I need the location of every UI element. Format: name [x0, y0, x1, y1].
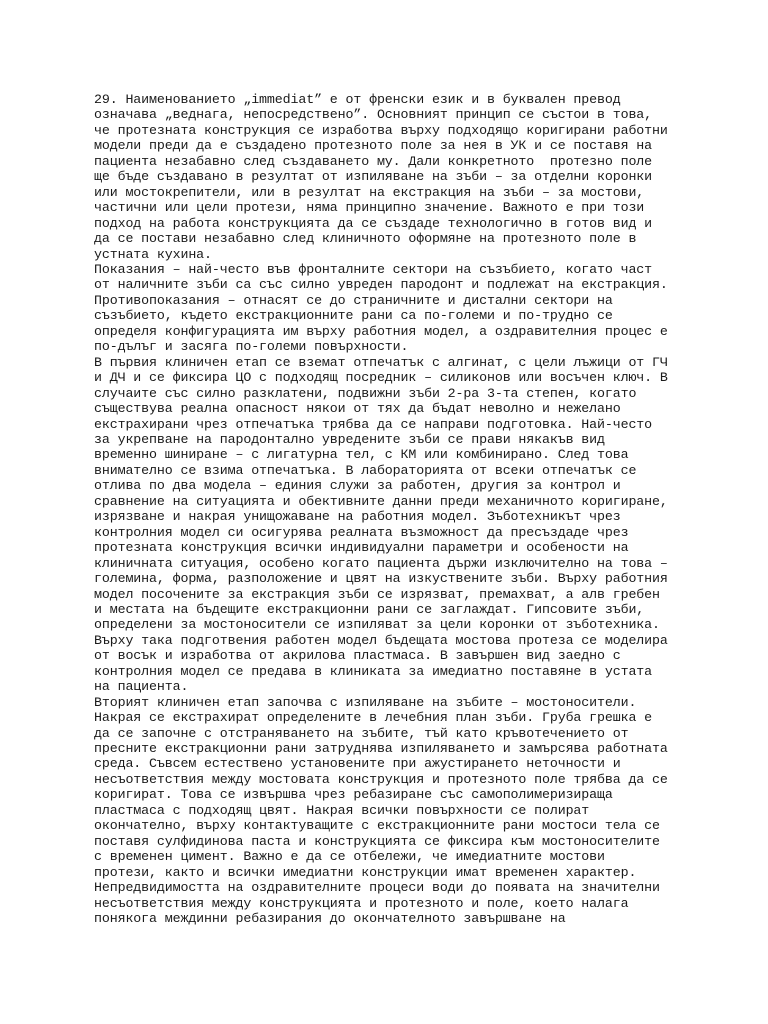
text-line: че протезната конструкция се изработва върху подходящо коригирани работни [94, 122, 668, 138]
text-line: пластмаса с подходящ цвят. Накрая всички повърхности се полират [94, 802, 590, 818]
text-line: от восък и изработва от акрилова пластмаса. В завършен вид заедно с [94, 648, 621, 664]
text-line: случаите със силно разклатени, подвижни зъби 2-ра 3-та степен, когато [94, 385, 637, 401]
text-line: подход на работа конструкцията да се създаде технологично в готов вид и [94, 215, 653, 231]
text-line: Непредвидимостта на оздравителните процеси води до появата на значителни [94, 880, 660, 896]
text-line: или мостокрепители, или в резултат на екстракция на зъби – за мостови, [94, 184, 645, 200]
text-line: означава „веднага, непосредствено”. Основният принцип се състои в това, [94, 107, 653, 123]
text-line: ще бъде създавано в резултат от изпиляване на зъби – за отделни коронки [94, 169, 653, 185]
text-line: протези, както и всички имедиатни конструкции имат временен характер. [94, 864, 637, 880]
text-line: отлива по два модела – единия служи за работен, другия за контрол и [94, 478, 621, 494]
text-line: контролния модел се предава в клиниката за имедиатно поставяне в устата [94, 663, 653, 679]
text-line: съзъбието, където екстракционните рани са по-големи и по-трудно се [94, 308, 613, 324]
text-line: поставя сулфидинова паста и конструкцията се фиксира към мостоносителите [94, 833, 660, 849]
text-line: модели преди да е създадено протезното поле за нея в УК и се поставя на [94, 138, 653, 154]
text-line: на пациента. [94, 679, 189, 695]
text-line: и ДЧ и се фиксира ЦО с подходящ посредник – силиконов или восъчен ключ. В [94, 370, 668, 386]
text-line: и местата на бъдещите екстракционни рани се заглаждат. Гипсовите зъби, [94, 601, 645, 617]
text-line: екстрахирани чрез отпечатъка трябва да се направи подготовка. Най-често [94, 416, 653, 432]
text-line: Накрая се екстрахират определените в лечебния план зъби. Груба грешка е [94, 710, 653, 726]
text-line: пациента незабавно след създаването му. Дали конкретното протезно поле [94, 153, 653, 169]
text-line: клиничната ситуация, особено когато пациента държи изключително на това – [94, 555, 668, 571]
document-page [94, 92, 694, 926]
text-line: временно шиниране – с лигатурна тел, с КМ или комбинирано. След това [94, 447, 629, 463]
text-line: модел посочените за екстракция зъби се изрязват, премахват, а алв гребен [94, 586, 660, 602]
text-line: коригират. Това се извършва чрез ребазиране със самополимеризираща [94, 787, 613, 803]
text-line: понякога междинни ребазирания до окончателното завършване на [94, 911, 566, 927]
text-line: сравнение на ситуацията и обективните данни преди механичното коригиране, [94, 493, 668, 509]
text-line: В първия клиничен етап се вземат отпечатък с алгинат, с цели лъжици от ГЧ [94, 354, 668, 370]
text-line: изрязване и накрая унищожаване на работния модел. Зъботехникът чрез [94, 509, 621, 525]
text-line: по-дълъг и засяга по-големи повърхности. [94, 339, 409, 355]
text-line: Върху така подготвения работен модел бъдещата мостова протеза се моделира [94, 632, 668, 648]
text-line: частични или цели протези, няма принципно значение. Важното е при този [94, 200, 645, 216]
text-line: Вторият клиничен етап започва с изпиляване на зъбите – мостоносители. [94, 694, 637, 710]
text-line: определя конфигурацията им върху работния модел, а оздравителния процес е [94, 323, 668, 339]
text-line: контролния модел си осигурява реалната възможност да пресъздаде чрез [94, 524, 629, 540]
text-line: от наличните зъби са със силно увреден пародонт и подлежат на екстракция. [94, 277, 668, 293]
text-line: Противопоказания – отнасят се до страничните и дистални сектори на [94, 292, 613, 308]
text-line: с временен цимент. Важно е да се отбележи, че имедиатните мостови [94, 849, 605, 865]
text-line: несъответствия между мостовата конструкция и протезното поле трябва да се [94, 771, 668, 787]
text-line: несъответствия между конструкцията и протезното и поле, което налага [94, 895, 629, 911]
text-line: протезната конструкция всички индивидуални параметри и особености на [94, 540, 629, 556]
text-line: 29. Наименованието „immediat” е от френски език и в буквален превод [94, 92, 621, 107]
text-line: среда. Съвсем естествено установените при ажустирането неточности и [94, 756, 621, 772]
text-line: за укрепване на пародонтално увредените зъби се прави някакъв вид [94, 431, 605, 447]
text-line: да се постави незабавно след клиничното оформяне на протезното поле в [94, 231, 637, 247]
text-line: пресните екстракционни рани затруднява изпиляването и замърсява работната [94, 741, 668, 757]
text-line: Показания – най-често във фронталните сектори на съзъбието, когато част [94, 261, 653, 277]
text-line: да се започне с отстраняването на зъбите, тъй като кръвотечението от [94, 725, 629, 741]
text-line: съществува реална опасност някои от тях да бъдат неволно и нежелано [94, 401, 621, 417]
text-line: окончателно, върху контактуващите с екстракционните рани мостоси тела се [94, 818, 660, 834]
text-line: внимателно се взима отпечатъка. В лабораторията от всеки отпечатък се [94, 462, 637, 478]
text-line: устната кухина. [94, 246, 212, 262]
text-line: определени за мостоносители се изпиляват за цели коронки от зъботехника. [94, 617, 660, 633]
text-line: големина, форма, разположение и цвят на изкуствените зъби. Върху работния [94, 571, 668, 587]
